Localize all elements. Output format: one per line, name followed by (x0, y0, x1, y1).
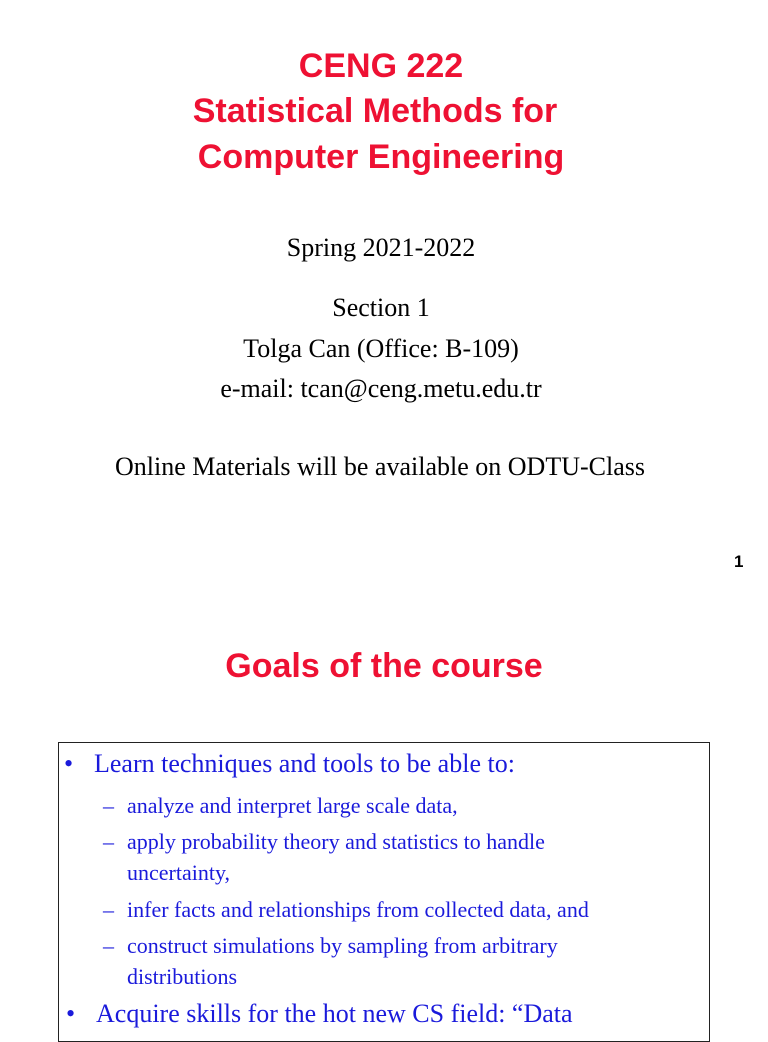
bullet-text: Acquire skills for the hot new CS field: “Data (96, 999, 573, 1028)
course-name-title-line-2: Computer Engineering (197, 138, 565, 176)
sub-item-text: infer facts and relationships from collected data, and (127, 897, 589, 922)
sub-item-text-continued: uncertainty, (127, 860, 231, 885)
sub-item-text-continued: distributions (127, 964, 238, 989)
sub-item (103, 894, 589, 925)
sub-item (103, 826, 545, 888)
sub-item (103, 930, 558, 992)
course-name-title-line-1: Statistical Methods for (192, 92, 558, 130)
goals-title: Goals of the course (225, 647, 543, 685)
sub-item (103, 790, 458, 821)
dash-icon: – (103, 897, 114, 922)
bullet-icon: • (66, 999, 76, 1028)
email-text: e-mail: tcan@ceng.metu.edu.tr (220, 374, 542, 403)
sub-item-text: construct simulations by sampling from arbitrary (127, 933, 558, 958)
dash-icon: – (103, 829, 114, 854)
slide-2 (0, 590, 768, 1028)
online-materials-text: Online Materials will be available on ODTU-Class (115, 452, 645, 481)
term-text: Spring 2021-2022 (286, 233, 476, 262)
sub-item-text: apply probability theory and statistics to handle (127, 829, 545, 854)
instructor-text: Tolga Can (Office: B-109) (243, 334, 519, 363)
sub-item-text: analyze and interpret large scale data, (127, 793, 458, 818)
bullet-item (64, 749, 515, 779)
bullet-text: Learn techniques and tools to be able to: (94, 749, 515, 778)
page-number: 1 (734, 552, 744, 571)
dash-icon: – (103, 933, 114, 958)
goals-content-box (58, 742, 710, 1042)
course-code-title: CENG 222 (298, 47, 464, 85)
bullet-icon: • (64, 749, 74, 778)
section-text: Section 1 (332, 293, 430, 322)
bullet-item (66, 999, 573, 1029)
dash-icon: – (103, 793, 114, 818)
